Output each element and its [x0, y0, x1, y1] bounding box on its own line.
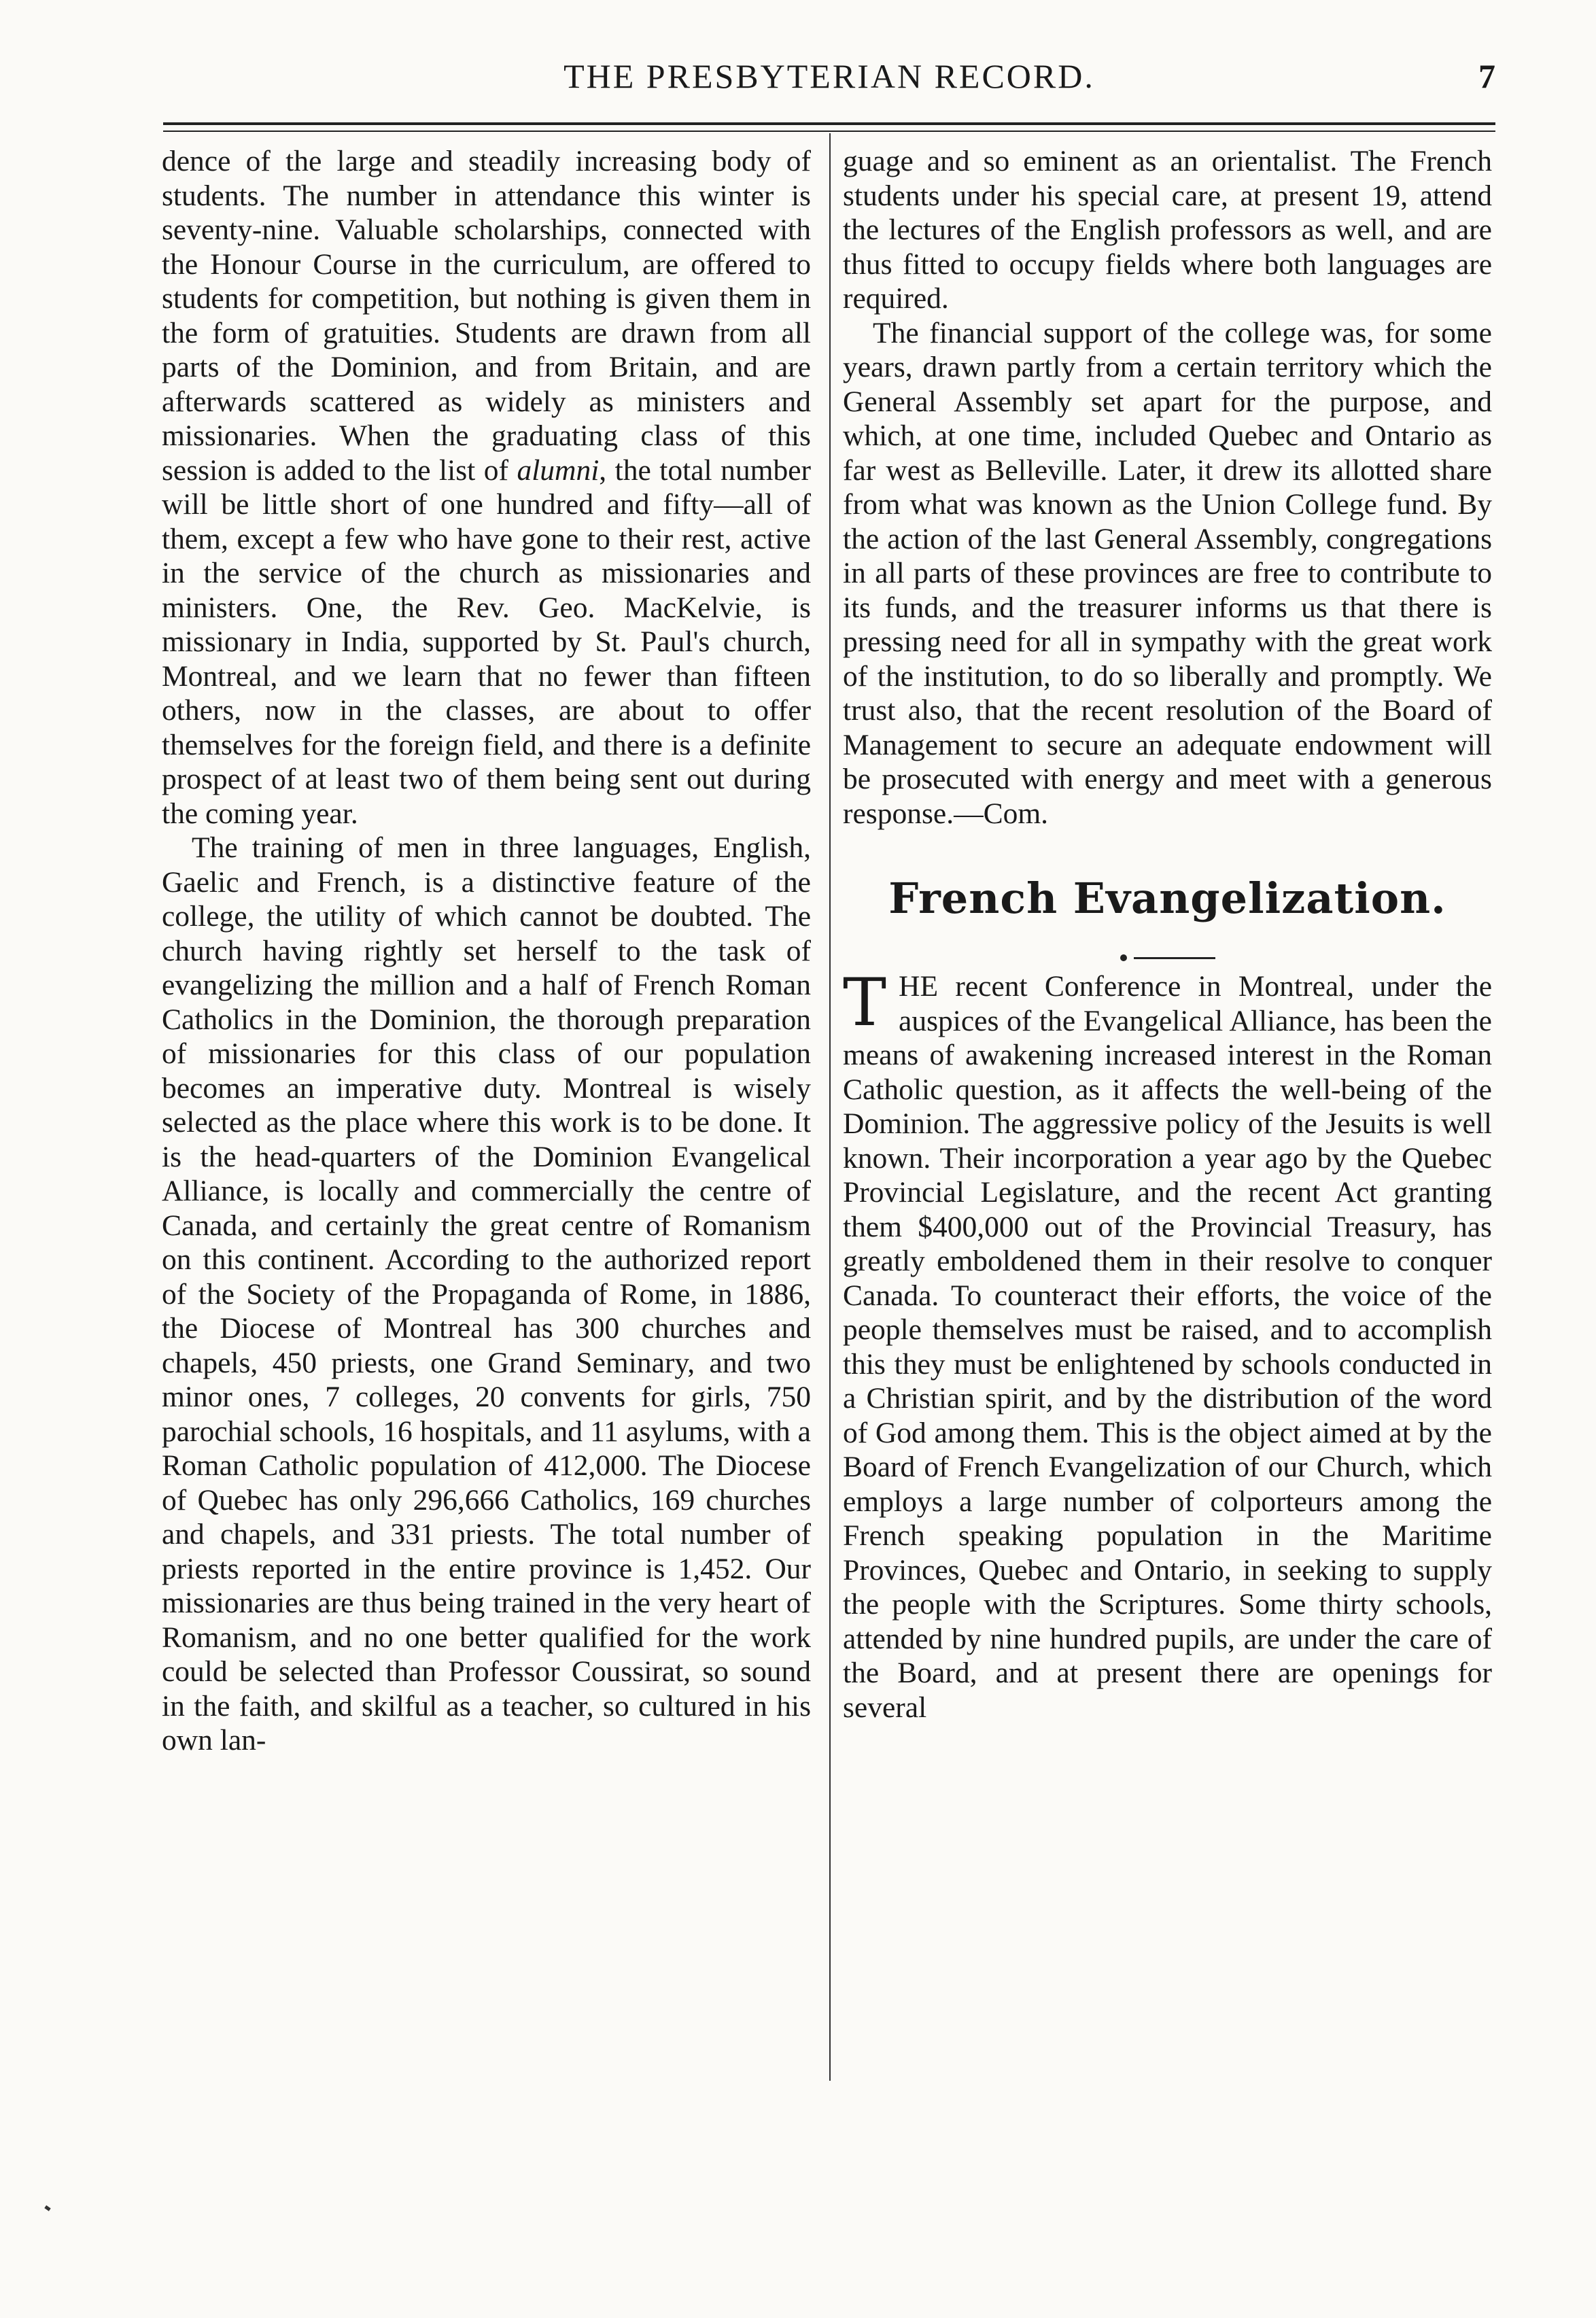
drop-cap: T: [843, 965, 887, 1041]
paragraph-text: dence of the large and steadily increasing body of students. The number in attendance this winter is seventy-nine. Valuable scholarships, connected with the Honour Course in the curriculum, are offered to students for competition, but nothing is given them in the form of gratuities. Students are drawn from all parts of the Dominion, and from Britain, and are afterwards scattered as widely as ministers and missionaries. When the graduating class of this session is added to the list of: [162, 145, 811, 487]
header-rule-inner: [163, 131, 1495, 132]
publication-title: THE PRESBYTERIAN RECORD.: [563, 57, 1095, 95]
right-column: [843, 144, 1492, 2088]
paragraph: [162, 144, 811, 831]
ornament-dash: [1134, 957, 1215, 959]
ornament-dot: [1120, 954, 1127, 961]
paragraph: [843, 965, 1492, 1725]
page-number: 7: [1478, 57, 1495, 95]
header-rule: [163, 122, 1495, 125]
column-divider: [829, 133, 831, 2081]
running-head: [163, 49, 1495, 103]
section-heading: French Evangelization.: [888, 873, 1446, 923]
heading-ornament: [843, 938, 1492, 952]
stray-ink-mark: [44, 2205, 50, 2211]
italic-word: alumni: [517, 453, 600, 487]
paragraph: The training of men in three languages, English, Gaelic and French, is a distinctive feature of the college, the utility of which cannot be doubted. The church having rightly set herself to the task of evangelizing the million and a half of French Roman Catholics in the Dominion, the thorough preparation of missionaries for this class of our population becomes an imperative duty. Montreal is wisely selected as the place where this work is to be done. It is the head-quarters of the Dominion Evangelical Alliance, is locally and commercially the centre of Canada, and certainly the great centre of Romanism on this continent. According to the authorized report of the Society of the Propaganda of Rome, in 1886, the Diocese of Montreal has 300 churches and chapels, 450 priests, one Grand Seminary, and two minor ones, 7 colleges, 20 convents for girls, 750 parochial schools, 16 hospitals, and 11 asylums, with a Roman Catholic population of 412,000. The Diocese of Quebec has only 296,666 Catholics, 169 churches and chapels, and 331 priests. The total number of priests reported in the entire province is 1,452. Our missionaries are thus being trained in the very heart of Romanism, and no one better qualified for the work could be selected than Professor Coussirat, so sound in the faith, and skilful as a teacher, so cultured in his own lan-: [162, 831, 811, 1757]
paragraph-text: HE recent Conference in Montreal, under the auspices of the Evangelical Alliance, has been the means of awakening increased interest in the Roman Catholic question, as it affects the well-being of the Dominion. The aggressive policy of the Jesuits is well known. Their incorporation a year ago by the Quebec Provincial Legislature, and the recent Act granting them $400,000 out of the Provincial Treasury, has greatly emboldened them in their resolve to conquer Canada. To counteract their efforts, the voice of the people themselves must be raised, and to accomplish this they must be enlightened by schools conducted in a Christian spirit, and by the distribution of the word of God among them. This is the object aimed at by the Board of French Evangelization of our Church, which employs a large number of colporteurs among the French speaking population in the Maritime Provinces, Quebec and Ontario, in seeking to supply the people with the Scriptures. Some thirty schools, attended by nine hundred pupils, are under the care of the Board, and at present there are openings for several: [843, 970, 1492, 1724]
left-column: [162, 144, 811, 2088]
paragraph: The financial support of the college was, for some years, drawn partly from a certain territory which the General Assembly set apart for the purpose, and which, at one time, included Quebec and Ontario as far west as Belleville. Later, it drew its allotted share from what was known as the Union College fund. By the action of the last General Assembly, congregations in all parts of these provinces are free to contribute to its funds, and the treasurer informs us that there is pressing need for all in sympathy with the great work of the institution, to do so liberally and promptly. We trust also, that the recent resolution of the Board of Management to secure an adequate endowment will be prosecuted with energy and meet with a generous response.—Com.: [843, 316, 1492, 830]
paragraph-text: , the total number will be little short of one hundred and fifty—all of them, except a few who have gone to their rest, active in the service of the church as missionaries and ministers. One, the Rev. Geo. MacKelvie, is missionary in India, supported by St. Paul's church, Montreal, and we learn that no fewer than fifteen others, now in the classes, are about to offer themselves for the foreign field, and there is a definite prospect of at least two of them being sent out during the coming year.: [162, 453, 811, 830]
paragraph: guage and so eminent as an orientalist. The French students under his special care, at present 19, attend the lectures of the English professors as well, and are thus fitted to occupy fields where both languages are required.: [843, 145, 1492, 315]
